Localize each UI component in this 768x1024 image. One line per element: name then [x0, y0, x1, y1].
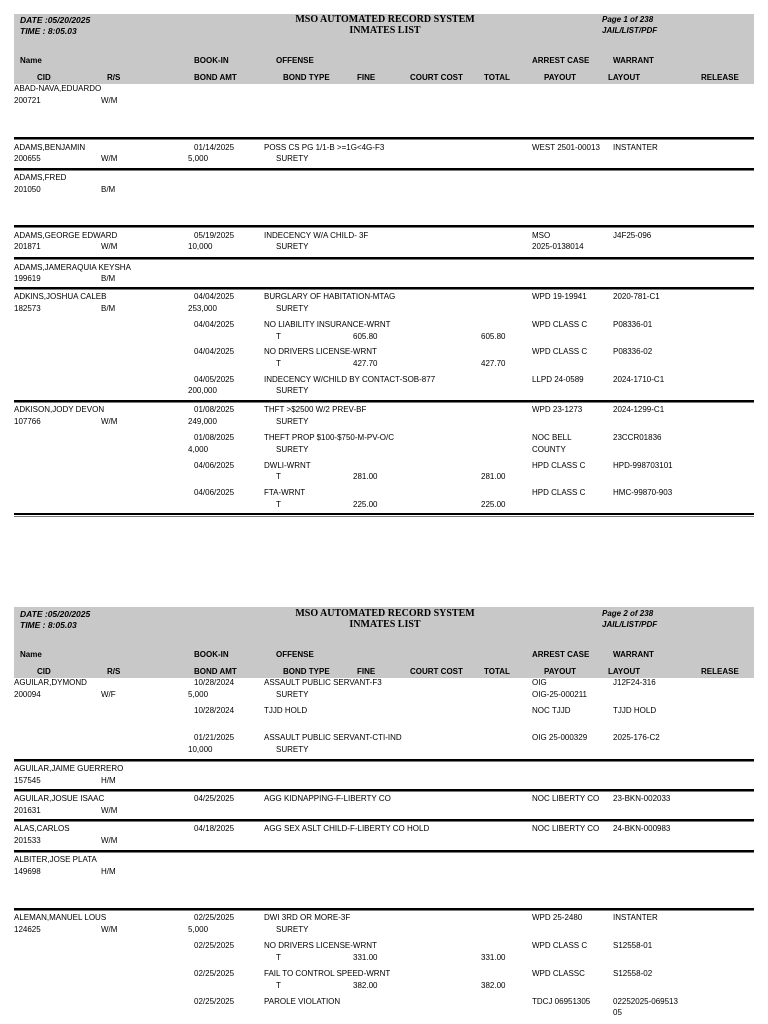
inmate-cid: 200655 — [14, 154, 41, 163]
charge-bond-type: SURETY — [276, 690, 309, 699]
page-number: Page 1 of 238 — [602, 15, 654, 24]
charge-arrest-case: NOC BELL — [532, 433, 572, 442]
page-number: Page 2 of 238 — [602, 609, 654, 618]
inmate-cid: 201631 — [14, 806, 41, 815]
charge-book-in-date: 04/06/2025 — [194, 488, 235, 497]
charge-total: 427.70 — [481, 359, 506, 368]
inmate-rs: H/M — [101, 776, 116, 785]
charge-warrant: S12558-01 — [613, 941, 653, 950]
col-warrant: WARRANT — [613, 650, 654, 659]
col-warrant: WARRANT — [613, 56, 654, 65]
inmate-name: AGUILAR,JOSUE ISAAC — [14, 794, 105, 803]
charge-bond-amount: 4,000 — [188, 445, 209, 454]
charge-arrest-case-line2: COUNTY — [532, 445, 566, 454]
charge-arrest-case: NOC LIBERTY CO — [532, 794, 600, 803]
col-name: Name — [20, 650, 42, 659]
charge-book-in-date: 01/08/2025 — [194, 433, 235, 442]
charge-bond-type: SURETY — [276, 154, 309, 163]
charge-fine: 281.00 — [353, 472, 378, 481]
charge-arrest-case-line2: OIG-25-000211 — [532, 690, 587, 699]
report-subtitle: INMATES LIST — [349, 25, 421, 36]
row-separator — [14, 168, 754, 171]
inmate-rs: B/M — [101, 185, 116, 194]
charge-fine: 382.00 — [353, 981, 378, 990]
inmate-rs: B/M — [101, 274, 116, 283]
inmate-name: ALBITER,JOSE PLATA — [14, 855, 97, 864]
report-path: JAIL/LIST/PDF — [602, 26, 658, 35]
charge-warrant: P08336-01 — [613, 320, 653, 329]
charge-bond-amount: 10,000 — [188, 745, 213, 754]
inmate-rs: W/M — [101, 836, 118, 845]
col-name: Name — [20, 56, 42, 65]
charge-total: 331.00 — [481, 953, 506, 962]
charge-arrest-case: WPD CLASS C — [532, 347, 588, 356]
row-separator — [14, 400, 754, 403]
charge-arrest-case: TDCJ 06951305 — [532, 997, 591, 1006]
report-date: DATE :05/20/2025 — [20, 609, 91, 619]
row-separator — [14, 225, 754, 228]
charge-offense: THFT >$2500 W/2 PREV-BF — [264, 405, 367, 414]
charge-arrest-case: WPD CLASS C — [532, 941, 588, 950]
col-fine: FINE — [357, 73, 376, 82]
charge-warrant: HPD-998703101 — [613, 461, 673, 470]
col-layout: LAYOUT — [608, 73, 641, 82]
charge-book-in-date: 04/04/2025 — [194, 320, 235, 329]
charge-offense: DWI 3RD OR MORE-3F — [264, 913, 351, 922]
col-rs: R/S — [107, 667, 121, 676]
inmate-rs: W/M — [101, 242, 118, 251]
charge-offense: FTA-WRNT — [264, 488, 306, 497]
charge-warrant: TJJD HOLD — [613, 706, 657, 715]
charge-offense: TJJD HOLD — [264, 706, 308, 715]
col-offense: OFFENSE — [276, 650, 314, 659]
row-separator — [14, 789, 754, 792]
charge-bond-type: SURETY — [276, 745, 309, 754]
inmate-name: ABAD-NAVA,EDUARDO — [14, 84, 102, 93]
charge-book-in-date: 04/04/2025 — [194, 347, 235, 356]
col-layout: LAYOUT — [608, 667, 641, 676]
charge-bond-amount: 5,000 — [188, 690, 209, 699]
col-fine: FINE — [357, 667, 376, 676]
inmate-name: ADKINS,JOSHUA CALEB — [14, 292, 107, 301]
col-total: TOTAL — [484, 73, 510, 82]
report-title: MSO AUTOMATED RECORD SYSTEM — [295, 608, 475, 619]
inmate-cid: 107766 — [14, 417, 41, 426]
charge-offense: NO DRIVERS LICENSE-WRNT — [264, 347, 377, 356]
charge-total: 281.00 — [481, 472, 506, 481]
charge-warrant: J4F25-096 — [613, 231, 652, 240]
charge-offense: THEFT PROP $100-$750-M-PV-O/C — [264, 433, 394, 442]
charge-arrest-case: OIG — [532, 678, 547, 687]
charge-offense: PAROLE VIOLATION — [264, 997, 341, 1006]
charge-offense: NO DRIVERS LICENSE-WRNT — [264, 941, 377, 950]
row-separator — [14, 257, 754, 260]
charge-arrest-case: LLPD 24-0589 — [532, 375, 584, 384]
charge-book-in-date: 01/08/2025 — [194, 405, 235, 414]
charge-book-in-date: 10/28/2024 — [194, 678, 235, 687]
charge-offense: ASSAULT PUBLIC SERVANT-F3 — [264, 678, 382, 687]
col-total: TOTAL — [484, 667, 510, 676]
row-separator — [14, 287, 754, 290]
inmate-rs: W/M — [101, 806, 118, 815]
charge-arrest-case: WPD CLASS C — [532, 320, 588, 329]
charge-bond-type: SURETY — [276, 386, 309, 395]
charge-bond-amount: 249,000 — [188, 417, 217, 426]
charge-total: 605.80 — [481, 332, 506, 341]
charge-warrant: 23-BKN-002033 — [613, 794, 671, 803]
inmate-rs: W/M — [101, 96, 118, 105]
charge-arrest-case: HPD CLASS C — [532, 488, 586, 497]
col-bond-amt: BOND AMT — [194, 667, 237, 676]
report-time: TIME : 8:05.03 — [20, 26, 77, 36]
charge-bond-amount: 200,000 — [188, 386, 217, 395]
inmate-cid: 200094 — [14, 690, 41, 699]
charge-offense: BURGLARY OF HABITATION-MTAG — [264, 292, 396, 301]
col-payout: PAYOUT — [544, 73, 577, 82]
charge-bond-type: SURETY — [276, 925, 309, 934]
charge-offense: ASSAULT PUBLIC SERVANT-CTI-IND — [264, 733, 402, 742]
col-arrest-case: ARREST CASE — [532, 56, 590, 65]
charge-arrest-case: WEST 2501-00013 — [532, 143, 600, 152]
charge-book-in-date: 02/25/2025 — [194, 913, 235, 922]
inmate-name: ALAS,CARLOS — [14, 824, 70, 833]
charge-warrant-line2: 05 — [613, 1008, 622, 1017]
charge-book-in-date: 05/19/2025 — [194, 231, 235, 240]
col-cid: CID — [37, 73, 51, 82]
charge-arrest-case: WPD 25-2480 — [532, 913, 583, 922]
row-separator — [14, 137, 754, 140]
col-court-cost: COURT COST — [410, 73, 463, 82]
inmate-cid: 149698 — [14, 867, 41, 876]
charge-bond-type: T — [276, 359, 281, 368]
report-path: JAIL/LIST/PDF — [602, 620, 658, 629]
page-end-rule — [14, 513, 754, 515]
charge-bond-type: T — [276, 332, 281, 341]
charge-bond-type: SURETY — [276, 242, 309, 251]
charge-warrant: 24-BKN-000983 — [613, 824, 671, 833]
charge-offense: NO LIABILITY INSURANCE-WRNT — [264, 320, 391, 329]
charge-warrant: S12558-02 — [613, 969, 653, 978]
charge-offense: DWLI-WRNT — [264, 461, 311, 470]
charge-book-in-date: 02/25/2025 — [194, 969, 235, 978]
charge-bond-type: SURETY — [276, 417, 309, 426]
inmate-cid: 124625 — [14, 925, 41, 934]
charge-offense: POSS CS PG 1/1-B >=1G<4G-F3 — [264, 143, 385, 152]
charge-fine: 605.80 — [353, 332, 378, 341]
inmate-cid: 157545 — [14, 776, 41, 785]
charge-book-in-date: 04/25/2025 — [194, 794, 235, 803]
inmate-name: AGUILAR,DYMOND — [14, 678, 87, 687]
charge-warrant: 2025-176-C2 — [613, 733, 660, 742]
col-release: RELEASE — [701, 667, 739, 676]
inmate-rs: W/F — [101, 690, 116, 699]
col-book-in: BOOK-IN — [194, 650, 229, 659]
col-court-cost: COURT COST — [410, 667, 463, 676]
charge-warrant: HMC-99870-903 — [613, 488, 673, 497]
charge-arrest-case: NOC LIBERTY CO — [532, 824, 600, 833]
inmate-name: ALEMAN,MANUEL LOUS — [14, 913, 107, 922]
charge-warrant: 02252025-069513 — [613, 997, 678, 1006]
charge-arrest-case-line2: 2025-0138014 — [532, 242, 584, 251]
charge-bond-amount: 5,000 — [188, 154, 209, 163]
col-payout: PAYOUT — [544, 667, 577, 676]
charge-arrest-case: OIG 25-000329 — [532, 733, 588, 742]
inmate-cid: 201050 — [14, 185, 41, 194]
inmate-cid: 200721 — [14, 96, 41, 105]
row-separator — [14, 819, 754, 822]
charge-book-in-date: 04/06/2025 — [194, 461, 235, 470]
page-end-rule — [14, 516, 754, 517]
charge-book-in-date: 04/18/2025 — [194, 824, 235, 833]
charge-warrant: P08336-02 — [613, 347, 653, 356]
inmate-cid: 199619 — [14, 274, 41, 283]
charge-book-in-date: 04/04/2025 — [194, 292, 235, 301]
col-rs: R/S — [107, 73, 121, 82]
report-title: MSO AUTOMATED RECORD SYSTEM — [295, 14, 475, 25]
col-bond-type: BOND TYPE — [283, 667, 330, 676]
charge-book-in-date: 04/05/2025 — [194, 375, 235, 384]
charge-arrest-case: HPD CLASS C — [532, 461, 586, 470]
row-separator — [14, 759, 754, 762]
charge-warrant: 23CCR01836 — [613, 433, 662, 442]
inmate-cid: 201871 — [14, 242, 41, 251]
charge-arrest-case: WPD 23-1273 — [532, 405, 583, 414]
charge-book-in-date: 01/14/2025 — [194, 143, 235, 152]
inmate-rs: W/M — [101, 925, 118, 934]
charge-book-in-date: 02/25/2025 — [194, 941, 235, 950]
charge-bond-type: T — [276, 500, 281, 509]
charge-total: 225.00 — [481, 500, 506, 509]
col-release: RELEASE — [701, 73, 739, 82]
charge-arrest-case: WPD 19-19941 — [532, 292, 587, 301]
inmate-name: ADAMS,FRED — [14, 173, 67, 182]
col-bond-amt: BOND AMT — [194, 73, 237, 82]
charge-warrant: INSTANTER — [613, 143, 658, 152]
charge-arrest-case: WPD CLASSC — [532, 969, 585, 978]
charge-bond-amount: 10,000 — [188, 242, 213, 251]
inmate-rs: W/M — [101, 417, 118, 426]
charge-warrant: 2020-781-C1 — [613, 292, 660, 301]
charge-bond-amount: 5,000 — [188, 925, 209, 934]
inmate-rs: B/M — [101, 304, 116, 313]
charge-bond-type: SURETY — [276, 445, 309, 454]
charge-arrest-case: MSO — [532, 231, 551, 240]
charge-offense: INDECENCY W/A CHILD- 3F — [264, 231, 369, 240]
col-offense: OFFENSE — [276, 56, 314, 65]
charge-warrant: 2024-1710-C1 — [613, 375, 665, 384]
inmate-rs: W/M — [101, 154, 118, 163]
inmate-rs: H/M — [101, 867, 116, 876]
charge-fine: 331.00 — [353, 953, 378, 962]
inmate-name: ADAMS,GEORGE EDWARD — [14, 231, 118, 240]
charge-bond-type: T — [276, 981, 281, 990]
report-date: DATE :05/20/2025 — [20, 15, 91, 25]
charge-warrant: 2024-1299-C1 — [613, 405, 665, 414]
charge-book-in-date: 01/21/2025 — [194, 733, 235, 742]
inmate-name: ADAMS,JAMERAQUIA KEYSHA — [14, 263, 131, 272]
charge-offense: AGG SEX ASLT CHILD-F-LIBERTY CO HOLD — [264, 824, 430, 833]
charge-fine: 225.00 — [353, 500, 378, 509]
row-separator — [14, 850, 754, 853]
charge-bond-type: T — [276, 472, 281, 481]
charge-book-in-date: 10/28/2024 — [194, 706, 235, 715]
charge-bond-amount: 253,000 — [188, 304, 217, 313]
inmate-cid: 201533 — [14, 836, 41, 845]
inmate-name: AGUILAR,JAIME GUERRERO — [14, 764, 124, 773]
charge-arrest-case: NOC TJJD — [532, 706, 571, 715]
charge-bond-type: SURETY — [276, 304, 309, 313]
charge-book-in-date: 02/25/2025 — [194, 997, 235, 1006]
inmate-name: ADAMS,BENJAMIN — [14, 143, 86, 152]
charge-warrant: J12F24-316 — [613, 678, 656, 687]
charge-offense: AGG KIDNAPPING-F-LIBERTY CO — [264, 794, 391, 803]
report-subtitle: INMATES LIST — [349, 619, 421, 630]
col-bond-type: BOND TYPE — [283, 73, 330, 82]
charge-bond-type: T — [276, 953, 281, 962]
row-separator — [14, 908, 754, 911]
charge-total: 382.00 — [481, 981, 506, 990]
col-book-in: BOOK-IN — [194, 56, 229, 65]
report-time: TIME : 8:05.03 — [20, 620, 77, 630]
inmate-name: ADKISON,JODY DEVON — [14, 405, 105, 414]
inmate-cid: 182573 — [14, 304, 41, 313]
col-cid: CID — [37, 667, 51, 676]
charge-warrant: INSTANTER — [613, 913, 658, 922]
charge-offense: INDECENCY W/CHILD BY CONTACT-SOB-877 — [264, 375, 436, 384]
charge-offense: FAIL TO CONTROL SPEED-WRNT — [264, 969, 391, 978]
col-arrest-case: ARREST CASE — [532, 650, 590, 659]
charge-fine: 427.70 — [353, 359, 378, 368]
